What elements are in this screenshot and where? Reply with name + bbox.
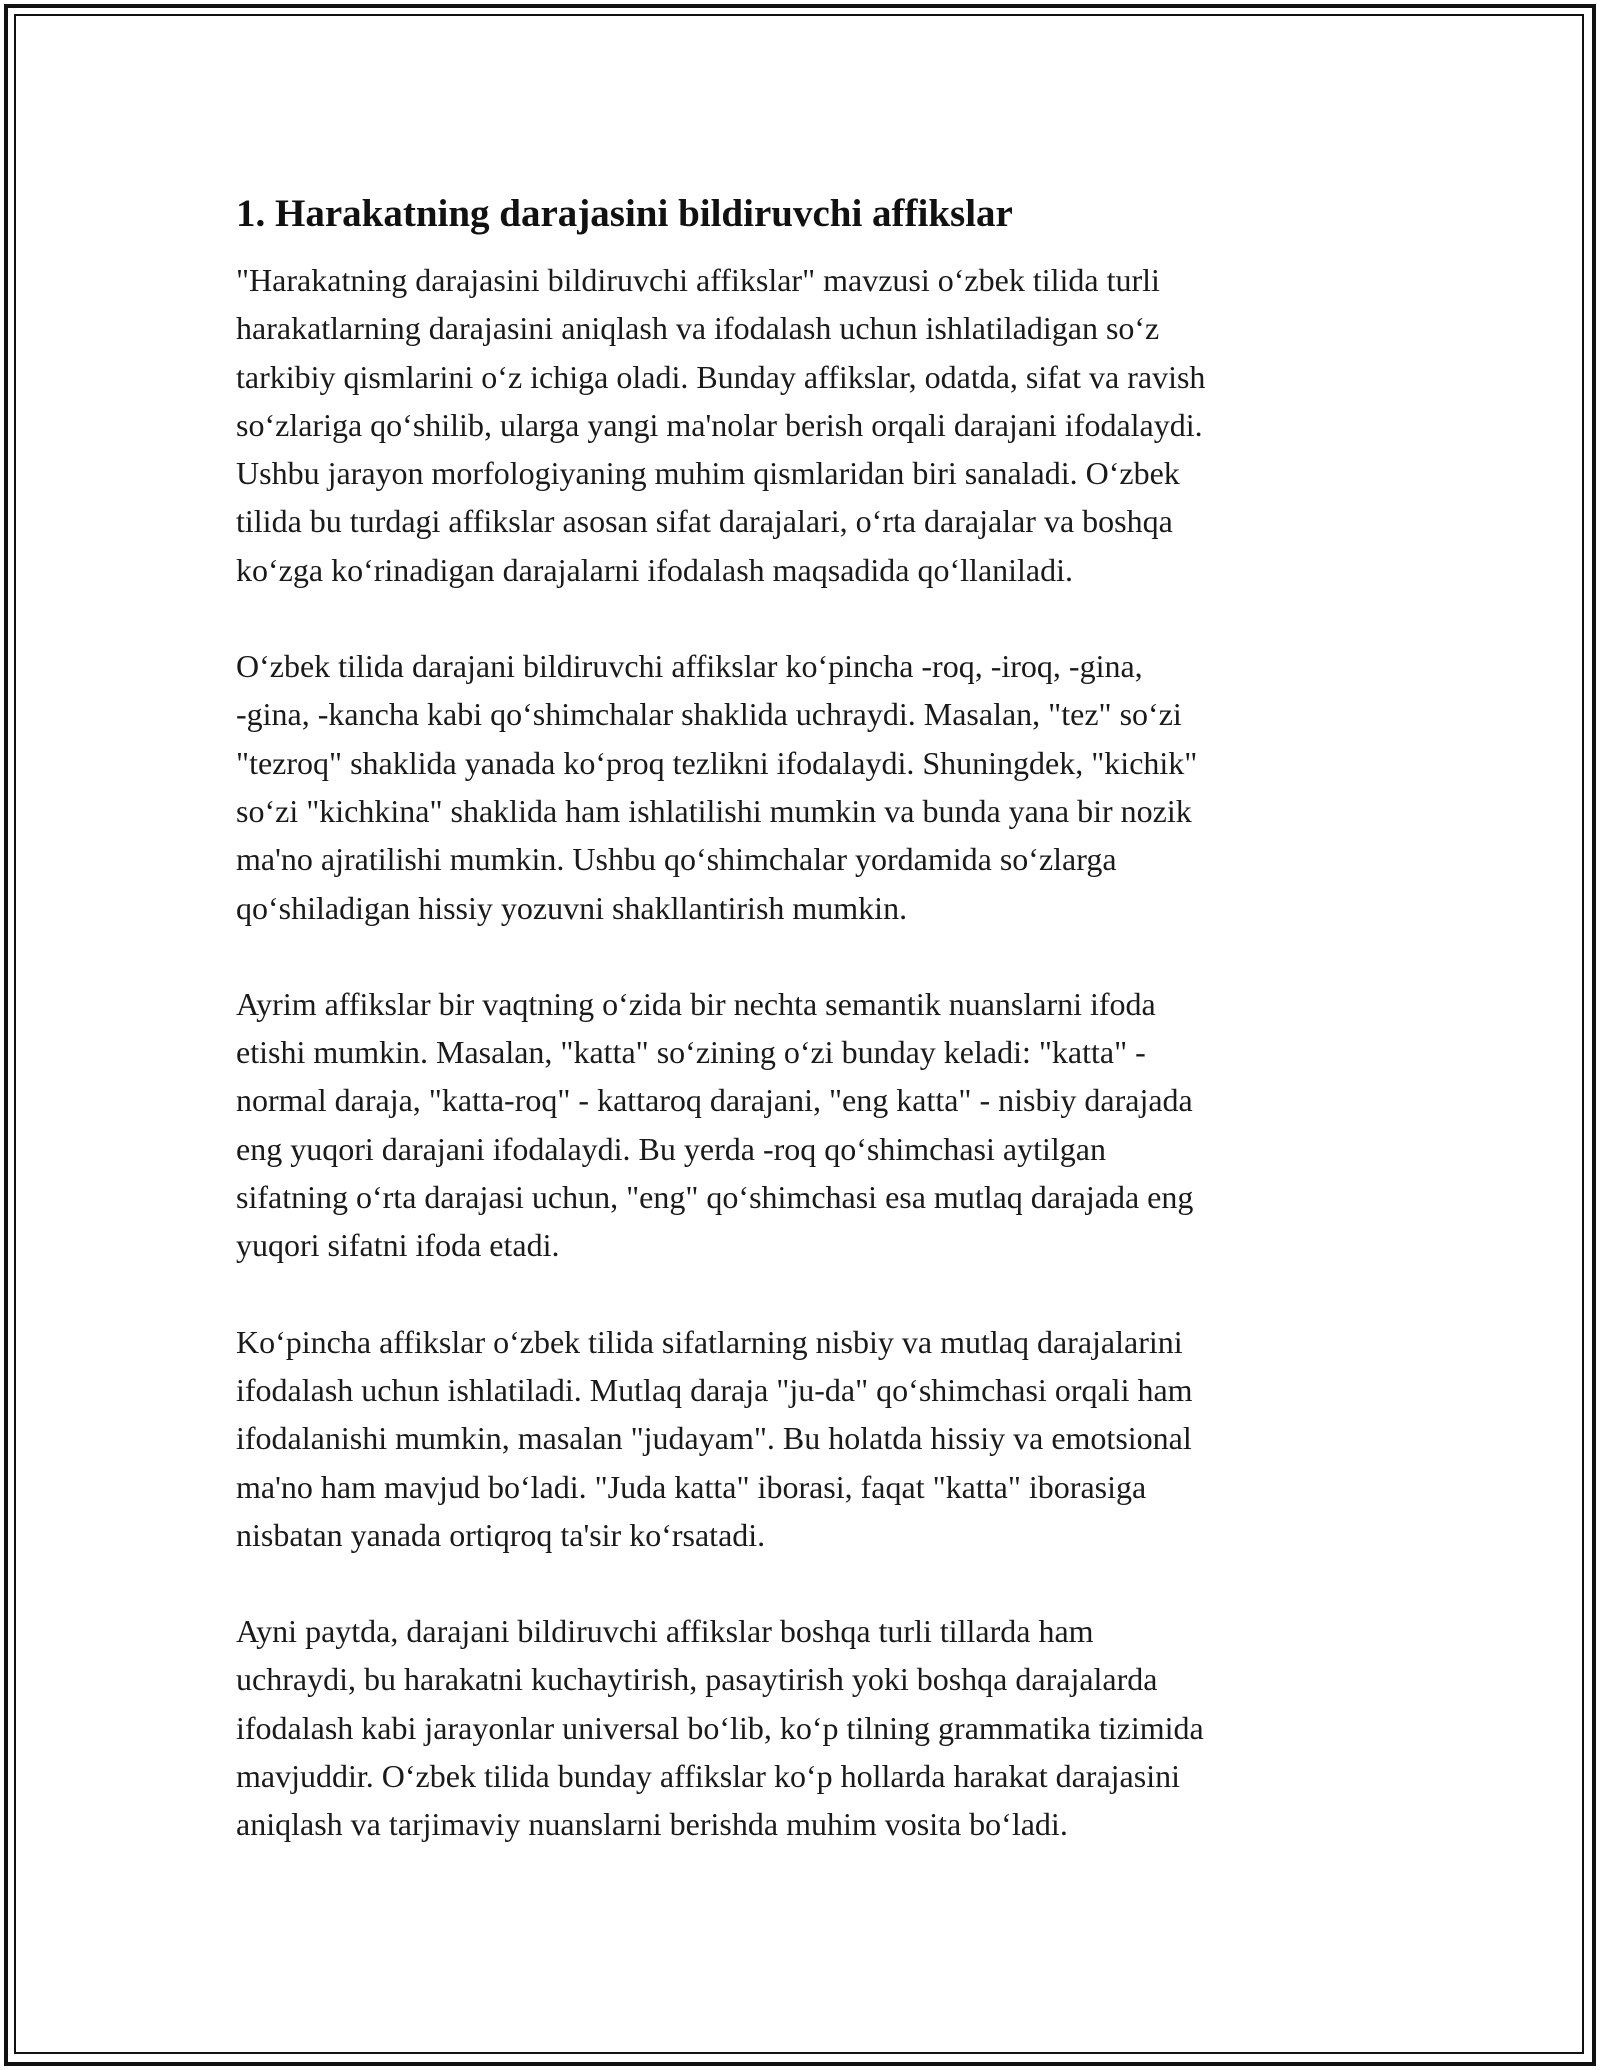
paragraph-3 bbox=[236, 980, 1366, 1270]
paragraph-4 bbox=[236, 1318, 1366, 1559]
text-line: ma'no ajratilishi mumkin. Ushbu qo‘shimchalar yordamida so‘zlarga bbox=[236, 841, 1117, 878]
text-line: so‘zi "kichkina" shaklida ham ishlatilishi mumkin va bunda yana bir nozik bbox=[236, 792, 1192, 829]
text-line: ifodalanishi mumkin, masalan "judayam". Bu holatda hissiy va emotsional bbox=[236, 1420, 1192, 1457]
text-line: so‘zlariga qo‘shilib, ularga yangi ma'nolar berish orqali darajani ifodalaydi. bbox=[236, 406, 1203, 443]
paragraph-5 bbox=[236, 1607, 1366, 1848]
text-line: -gina, -kancha kabi qo‘shimchalar shaklida uchraydi. Masalan, "tez" so‘zi bbox=[236, 696, 1182, 733]
text-line: tilida bu turdagi affikslar asosan sifat darajalari, o‘rta darajalar va boshqa bbox=[236, 503, 1173, 540]
text-line: sifatning o‘rta darajasi uchun, "eng" qo‘shimchasi esa mutlaq darajada eng bbox=[236, 1179, 1194, 1216]
text-line: Ko‘pincha affikslar o‘zbek tilida sifatlarning nisbiy va mutlaq darajalarini bbox=[236, 1323, 1183, 1360]
text-line: ma'no ham mavjud bo‘ladi. "Juda katta" iborasi, faqat "katta" iborasiga bbox=[236, 1468, 1147, 1505]
text-line: "Harakatning darajasini bildiruvchi affikslar" mavzusi o‘zbek tilida turli bbox=[236, 262, 1160, 298]
text-line: Ushbu jarayon morfologiyaning muhim qismlaridan biri sanaladi. O‘zbek bbox=[236, 455, 1180, 492]
text-line: Ayni paytda, darajani bildiruvchi affikslar boshqa turli tillarda ham bbox=[236, 1613, 1094, 1650]
text-line: O‘zbek tilida darajani bildiruvchi affikslar ko‘pincha -roq, -iroq, -gina, bbox=[236, 648, 1143, 685]
text-line: uchraydi, bu harakatni kuchaytirish, pasaytirish yoki boshqa darajalarda bbox=[236, 1661, 1158, 1698]
text-line: ko‘zga ko‘rinadigan darajalarni ifodalash maqsadida qo‘llaniladi. bbox=[236, 551, 1074, 588]
page-title: 1. Harakatning darajasini bildiruvchi affikslar bbox=[236, 192, 1013, 235]
text-line: harakatlarning darajasini aniqlash va ifodalash uchun ishlatiladigan so‘z bbox=[236, 310, 1160, 347]
paragraph-2 bbox=[236, 642, 1366, 932]
text-line: aniqlash va tarjimaviy nuanslarni berishda muhim vosita bo‘ladi. bbox=[236, 1806, 1068, 1843]
text-line: nisbatan yanada ortiqroq ta'sir ko‘rsatadi. bbox=[236, 1516, 766, 1553]
text-line: mavjuddir. O‘zbek tilida bunday affikslar ko‘p hollarda harakat darajasini bbox=[236, 1758, 1180, 1795]
text-line: Ayrim affikslar bir vaqtning o‘zida bir nechta semantik nuanslarni ifoda bbox=[236, 985, 1156, 1022]
document-body bbox=[236, 186, 1366, 1897]
text-line: "tezroq" shaklida yanada ko‘proq tezlikni ifodalaydi. Shuningdek, "kichik" bbox=[236, 744, 1198, 781]
paragraph-1 bbox=[236, 256, 1366, 594]
text-line: eng yuqori darajani ifodalaydi. Bu yerda -roq qo‘shimchasi aytilgan bbox=[236, 1130, 1106, 1167]
text-line: yuqori sifatni ifoda etadi. bbox=[236, 1227, 560, 1264]
text-line: ifodalash uchun ishlatiladi. Mutlaq daraja "ju-da" qo‘shimchasi orqali ham bbox=[236, 1371, 1193, 1408]
text-line: qo‘shiladigan hissiy yozuvni shakllantirish mumkin. bbox=[236, 889, 908, 926]
text-line: etishi mumkin. Masalan, "katta" so‘zining o‘zi bunday keladi: "katta" - bbox=[236, 1034, 1146, 1071]
text-line: normal daraja, "katta-roq" - kattaroq darajani, "eng katta" - nisbiy darajada bbox=[236, 1082, 1193, 1119]
text-line: ifodalash kabi jarayonlar universal bo‘lib, ko‘p tilning grammatika tizimida bbox=[236, 1709, 1204, 1746]
text-line: tarkibiy qismlarini o‘z ichiga oladi. Bunday affikslar, odatda, sifat va ravish bbox=[236, 358, 1206, 395]
